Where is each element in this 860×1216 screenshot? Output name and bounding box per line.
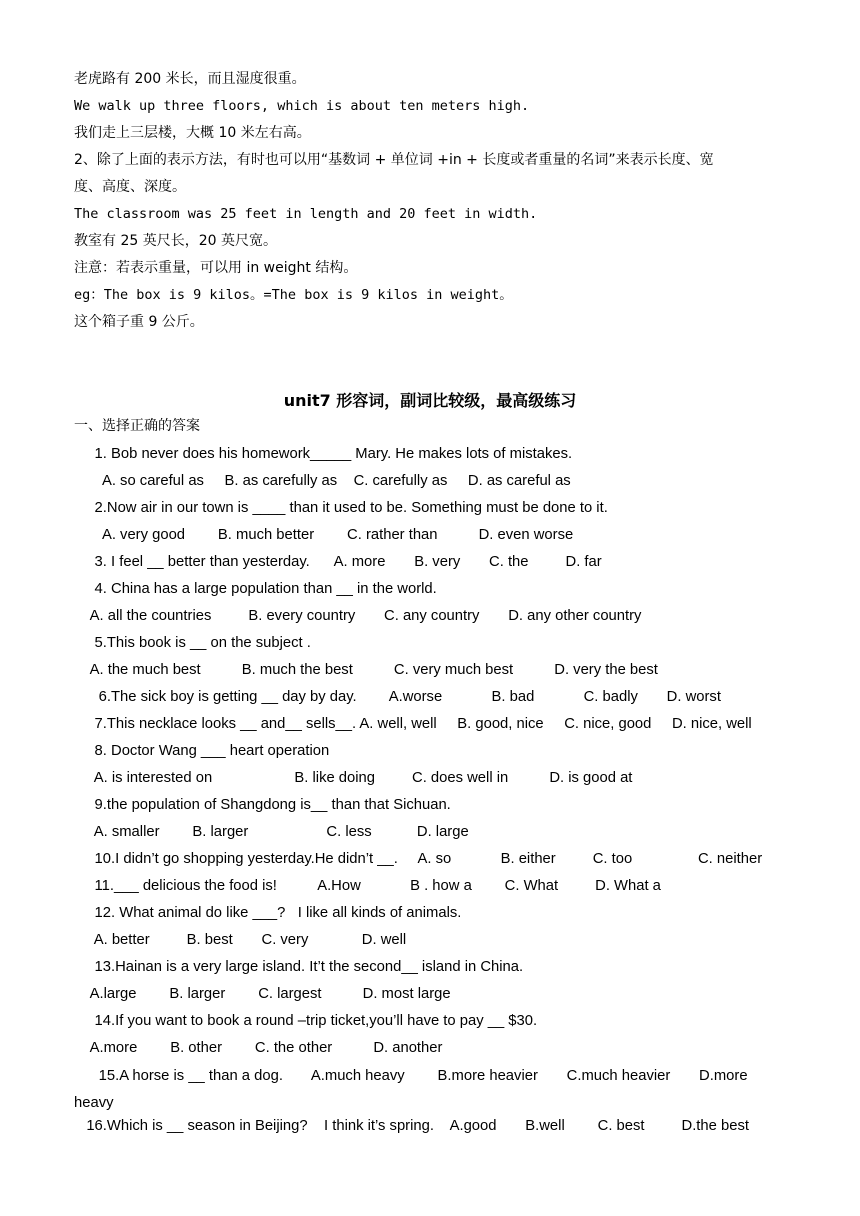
question-line: A. is interested on B. like doing C. does well in D. is good at	[74, 770, 633, 786]
intro-line-4: 2、除了上面的表示方法，有时也可以用“基数词 + 单位词 +in + 长度或者重量的名词”来表示长度、宽	[74, 152, 714, 168]
question-line: A. better B. best C. very D. well	[74, 932, 407, 948]
question-line: heavy	[74, 1095, 114, 1111]
question-line: 2.Now air in our town is ____ than it used to be. Something must be done to it.	[74, 500, 608, 516]
question-line: 16.Which is __ season in Beijing? I think it’s spring. A.good B.well C. best D.the best	[74, 1118, 749, 1134]
question-line: 3. I feel __ better than yesterday. A. more B. very C. the D. far	[74, 554, 602, 570]
question-line: 15.A horse is __ than a dog. A.much heavy B.more heavier C.much heavier D.more	[74, 1068, 748, 1084]
intro-line-5: 度、高度、深度。	[74, 179, 186, 195]
question-line: A. all the countries B. every country C. any country D. any other country	[74, 608, 642, 624]
intro-line-10: 这个箱子重 9 公斤。	[74, 314, 204, 330]
intro-line-6: The classroom was 25 feet in length and 20 feet in width.	[74, 206, 538, 222]
page-title: unit7 形容词，副词比较级，最高级练习	[283, 391, 577, 410]
question-line: A. smaller B. larger C. less D. large	[74, 824, 469, 840]
question-line: 5.This book is __ on the subject .	[74, 635, 311, 651]
question-line: 4. China has a large population than __ in the world.	[74, 581, 437, 597]
section-heading: 一、选择正确的答案	[74, 418, 200, 434]
intro-line-1: 老虎路有 200 米长，而且湿度很重。	[74, 71, 306, 87]
question-line: A. the much best B. much the best C. very much best D. very the best	[74, 662, 658, 678]
question-line: A.more B. other C. the other D. another	[74, 1040, 443, 1056]
question-line: 8. Doctor Wang ___ heart operation	[74, 743, 330, 759]
question-line: 9.the population of Shangdong is__ than that Sichuan.	[74, 797, 451, 813]
question-line: 13.Hainan is a very large island. It’t the second__ island in China.	[74, 959, 524, 975]
question-line: A. so careful as B. as carefully as C. carefully as D. as careful as	[74, 473, 571, 489]
intro-line-8: 注意：若表示重量，可以用 in weight 结构。	[74, 260, 358, 276]
question-line: 12. What animal do like ___? I like all kinds of animals.	[74, 905, 462, 921]
question-line: 7.This necklace looks __ and__ sells__. A. well, well B. good, nice C. nice, good D. nice, well	[74, 716, 752, 732]
intro-line-7: 教室有 25 英尺长，20 英尺宽。	[74, 233, 277, 249]
question-line: A. very good B. much better C. rather than D. even worse	[74, 527, 574, 543]
question-line: 11.___ delicious the food is! A.How B . how a C. What D. What a	[74, 878, 661, 894]
question-line: 6.The sick boy is getting __ day by day. A.worse B. bad C. badly D. worst	[74, 689, 721, 705]
question-line: A.large B. larger C. largest D. most large	[74, 986, 451, 1002]
question-line: 14.If you want to book a round –trip ticket,you’ll have to pay __ $30.	[74, 1013, 538, 1029]
intro-line-2: We walk up three floors, which is about ten meters high.	[74, 98, 530, 114]
question-line: 1. Bob never does his homework_____ Mary. He makes lots of mistakes.	[74, 446, 573, 462]
intro-line-3: 我们走上三层楼，大概 10 米左右高。	[74, 125, 311, 141]
question-line: 10.I didn’t go shopping yesterday.He didn’t __. A. so B. either C. too C. neither	[74, 851, 763, 867]
intro-line-9: eg：The box is 9 kilos。=The box is 9 kilos in weight。	[74, 287, 513, 303]
